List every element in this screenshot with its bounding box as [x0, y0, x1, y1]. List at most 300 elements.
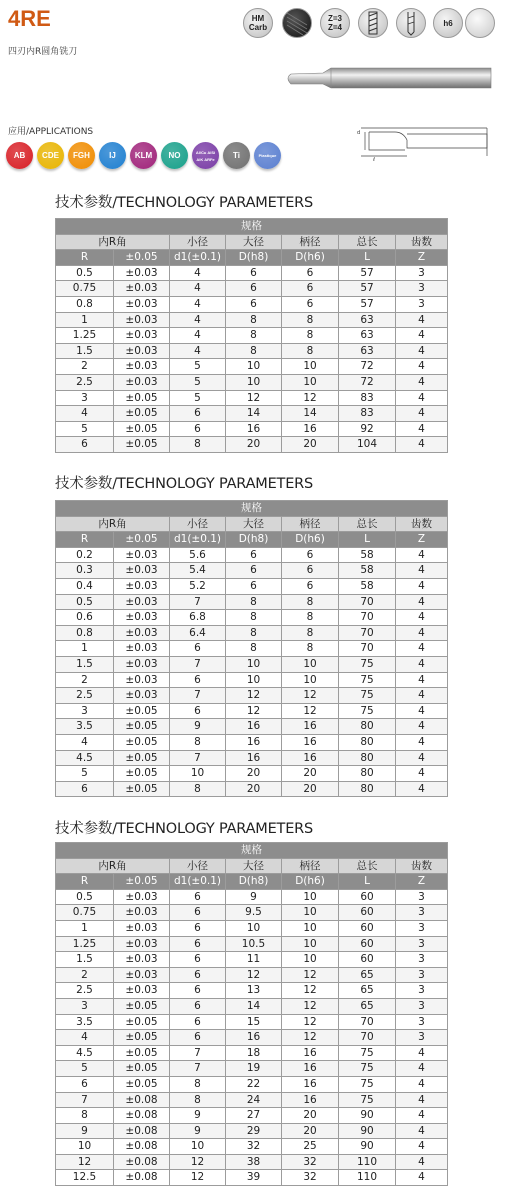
table-cell: ±0.03	[114, 563, 170, 579]
table-cell: 5	[56, 421, 114, 437]
table-cell: 8	[170, 1076, 226, 1092]
table-cell: 22	[226, 1076, 282, 1092]
table-cell: ±0.08	[114, 1108, 170, 1124]
table-cell: 12	[282, 967, 339, 983]
spec-label: 规格	[56, 219, 448, 235]
table-cell: ±0.03	[114, 672, 170, 688]
table-cell: 6	[226, 563, 282, 579]
column-header: 柄径	[282, 858, 339, 874]
table-cell: 3	[56, 390, 114, 406]
table-cell: 5	[56, 1061, 114, 1077]
column-header: 小径	[170, 234, 226, 250]
table-cell: 6	[282, 563, 339, 579]
table-cell: 8	[170, 781, 226, 797]
table-cell: ±0.05	[114, 1030, 170, 1046]
table-cell: 12	[226, 390, 282, 406]
table-cell: 1.5	[56, 656, 114, 672]
table-cell: 7	[170, 688, 226, 704]
table-cell: 25	[282, 1139, 339, 1155]
table-cell: 75	[339, 688, 396, 704]
table-cell: 5	[56, 766, 114, 782]
table-cell: ±0.03	[114, 625, 170, 641]
table-cell: 8	[282, 625, 339, 641]
table-cell: 7	[170, 1045, 226, 1061]
column-subheader: ±0.05	[114, 532, 170, 548]
table-cell: 4	[396, 766, 448, 782]
table-cell: 110	[339, 1154, 396, 1170]
table-cell: 4	[396, 1092, 448, 1108]
table-cell: 6	[170, 641, 226, 657]
table-cell: 20	[282, 781, 339, 797]
table-cell: 4	[170, 281, 226, 297]
table-row	[56, 998, 448, 1014]
table-cell: ±0.05	[114, 406, 170, 422]
table-cell: 9	[170, 719, 226, 735]
table-cell: ±0.05	[114, 998, 170, 1014]
table-cell: 90	[339, 1108, 396, 1124]
table-cell: 2	[56, 359, 114, 375]
table-row	[56, 406, 448, 422]
table-cell: 8	[226, 312, 282, 328]
table-cell: ±0.08	[114, 1170, 170, 1186]
table-cell: 20	[226, 781, 282, 797]
table-cell: 14	[282, 406, 339, 422]
table-cell: 1	[56, 920, 114, 936]
table-cell: 2	[56, 672, 114, 688]
table-cell: 6	[170, 983, 226, 999]
column-header: 内R角	[56, 516, 170, 532]
table-cell: 4	[170, 296, 226, 312]
table-cell: 20	[282, 1108, 339, 1124]
table-cell: 1.25	[56, 328, 114, 344]
table-cell: 0.5	[56, 889, 114, 905]
table-cell: 6	[226, 265, 282, 281]
table-cell: 39	[226, 1170, 282, 1186]
table-cell: 8	[226, 641, 282, 657]
table-cell: 6	[56, 781, 114, 797]
table-cell: ±0.03	[114, 296, 170, 312]
table-cell: 3	[396, 296, 448, 312]
table-cell: 4	[396, 625, 448, 641]
product-subtitle: 四刃内R圆角铣刀	[8, 47, 78, 57]
table-cell: 7	[170, 594, 226, 610]
table-row	[56, 672, 448, 688]
application-icon: Al/Cu AlSi AlK ARFe	[192, 142, 219, 169]
table-cell: 3	[56, 703, 114, 719]
parameters-table-1	[55, 218, 448, 453]
table-cell: 3	[396, 1030, 448, 1046]
table-cell: 10	[226, 374, 282, 390]
table-cell: 60	[339, 952, 396, 968]
application-icon: FGH	[68, 142, 95, 169]
table-row	[56, 359, 448, 375]
svg-text:d: d	[357, 130, 361, 136]
table-cell: 3	[396, 967, 448, 983]
table-cell: 6	[170, 905, 226, 921]
table-cell: 4	[396, 1076, 448, 1092]
table-cell: 4	[56, 734, 114, 750]
table-row	[56, 563, 448, 579]
table-cell: 63	[339, 312, 396, 328]
table-cell: 70	[339, 1014, 396, 1030]
table-cell: 4.5	[56, 750, 114, 766]
column-subheader: D(h6)	[282, 532, 339, 548]
table-cell: 4	[396, 563, 448, 579]
table-cell: ±0.08	[114, 1154, 170, 1170]
table-cell: 63	[339, 343, 396, 359]
table-cell: 2	[56, 967, 114, 983]
table-row	[56, 1170, 448, 1186]
table-row	[56, 905, 448, 921]
column-header: 小径	[170, 858, 226, 874]
spec-label: 规格	[56, 501, 448, 517]
table-cell: 9	[226, 889, 282, 905]
column-subheader: L	[339, 250, 396, 266]
table-row	[56, 641, 448, 657]
column-header: 总长	[339, 858, 396, 874]
table-cell: 4	[56, 1030, 114, 1046]
table-cell: 5	[170, 374, 226, 390]
column-header: 内R角	[56, 234, 170, 250]
table-row	[56, 1092, 448, 1108]
table-cell: 4	[396, 1108, 448, 1124]
table-cell: ±0.05	[114, 437, 170, 453]
table-cell: 2.5	[56, 983, 114, 999]
table-cell: 6	[56, 1076, 114, 1092]
table-cell: 6	[170, 920, 226, 936]
column-subheader: R	[56, 532, 114, 548]
table-cell: 0.75	[56, 905, 114, 921]
parameters-table-3	[55, 842, 448, 1186]
table-cell: 8	[282, 343, 339, 359]
table-cell: 1	[56, 312, 114, 328]
table-cell: 4	[396, 421, 448, 437]
column-header: 总长	[339, 516, 396, 532]
table-cell: 16	[226, 719, 282, 735]
table-cell: 6	[282, 265, 339, 281]
table-cell: 75	[339, 703, 396, 719]
column-header: 小径	[170, 516, 226, 532]
table-cell: 58	[339, 563, 396, 579]
table-cell: 0.5	[56, 594, 114, 610]
table-cell: 18	[226, 1045, 282, 1061]
table-cell: 0.5	[56, 265, 114, 281]
table-cell: 29	[226, 1123, 282, 1139]
table-row	[56, 1108, 448, 1124]
table-cell: 63	[339, 328, 396, 344]
section-title-1: 技术参数/TECHNOLOGY PARAMETERS	[55, 195, 314, 211]
table-row	[56, 1045, 448, 1061]
table-cell: 6	[282, 296, 339, 312]
table-cell: 16	[226, 750, 282, 766]
table-cell: 8	[282, 641, 339, 657]
table-cell: 12	[170, 1170, 226, 1186]
table-cell: 12	[226, 967, 282, 983]
table-cell: ±0.05	[114, 421, 170, 437]
table-cell: 92	[339, 421, 396, 437]
table-cell: 32	[282, 1154, 339, 1170]
table-cell: 3	[396, 952, 448, 968]
table-cell: 10	[282, 936, 339, 952]
table-cell: 4	[396, 703, 448, 719]
table-row	[56, 967, 448, 983]
table-cell: ±0.05	[114, 390, 170, 406]
table-cell: 24	[226, 1092, 282, 1108]
table-cell: ±0.03	[114, 578, 170, 594]
table-cell: 10	[282, 889, 339, 905]
coating-badge-icon	[282, 8, 312, 38]
table-cell: 10	[282, 905, 339, 921]
column-subheader: D(h6)	[282, 874, 339, 890]
table-cell: 4	[396, 1139, 448, 1155]
spec-label: 规格	[56, 843, 448, 859]
table-cell: ±0.03	[114, 547, 170, 563]
table-cell: 20	[282, 766, 339, 782]
end-mill-photo	[283, 62, 493, 94]
table-cell: 0.8	[56, 625, 114, 641]
table-cell: 80	[339, 766, 396, 782]
table-cell: 8	[226, 610, 282, 626]
table-cell: ±0.08	[114, 1139, 170, 1155]
table-cell: 4	[56, 406, 114, 422]
table-cell: 9	[56, 1123, 114, 1139]
table-cell: 12	[282, 1014, 339, 1030]
table-row	[56, 547, 448, 563]
table-cell: 12	[226, 703, 282, 719]
column-header: 大径	[226, 858, 282, 874]
table-cell: 0.8	[56, 296, 114, 312]
table-cell: 10	[226, 359, 282, 375]
column-subheader: R	[56, 874, 114, 890]
table-cell: 10	[56, 1139, 114, 1155]
table-row	[56, 374, 448, 390]
application-icon: CDE	[37, 142, 64, 169]
table-cell: 4	[396, 328, 448, 344]
table-cell: 6	[170, 1030, 226, 1046]
flute-count-badge-icon: Z=3 Z=4	[320, 8, 350, 38]
table-cell: 38	[226, 1154, 282, 1170]
table-cell: ±0.05	[114, 1076, 170, 1092]
table-cell: ±0.03	[114, 343, 170, 359]
table-cell: 80	[339, 719, 396, 735]
table-cell: 58	[339, 547, 396, 563]
table-cell: 65	[339, 983, 396, 999]
column-header: 柄径	[282, 234, 339, 250]
table-cell: 57	[339, 265, 396, 281]
table-row	[56, 1014, 448, 1030]
table-row	[56, 1139, 448, 1155]
table-cell: 16	[282, 1076, 339, 1092]
table-cell: 4	[396, 390, 448, 406]
table-cell: 0.6	[56, 610, 114, 626]
table-cell: 16	[282, 750, 339, 766]
table-cell: ±0.05	[114, 734, 170, 750]
table-cell: ±0.05	[114, 781, 170, 797]
table-cell: 14	[226, 406, 282, 422]
table-cell: 20	[226, 766, 282, 782]
table-cell: 57	[339, 281, 396, 297]
table-cell: 1	[56, 641, 114, 657]
table-cell: ±0.03	[114, 359, 170, 375]
table-cell: 15	[226, 1014, 282, 1030]
column-subheader: D(h8)	[226, 250, 282, 266]
table-cell: 11	[226, 952, 282, 968]
table-cell: 60	[339, 889, 396, 905]
table-cell: ±0.05	[114, 1014, 170, 1030]
table-cell: 90	[339, 1139, 396, 1155]
table-cell: 4	[396, 781, 448, 797]
table-cell: 10.5	[226, 936, 282, 952]
table-cell: 4	[396, 547, 448, 563]
table-cell: 6	[226, 547, 282, 563]
table-cell: 10	[282, 374, 339, 390]
table-row	[56, 625, 448, 641]
table-cell: 60	[339, 920, 396, 936]
table-cell: 4	[170, 265, 226, 281]
table-cell: 70	[339, 625, 396, 641]
parameters-table-2	[55, 500, 448, 797]
table-cell: 32	[226, 1139, 282, 1155]
column-subheader: d1(±0.1)	[170, 250, 226, 266]
table-cell: 4	[396, 656, 448, 672]
table-row	[56, 343, 448, 359]
table-cell: 4	[396, 578, 448, 594]
application-icon: Ti	[223, 142, 250, 169]
column-subheader: D(h6)	[282, 250, 339, 266]
dimension-drawing	[355, 120, 495, 162]
table-row	[56, 703, 448, 719]
table-row	[56, 296, 448, 312]
table-cell: 1.5	[56, 343, 114, 359]
table-cell: 75	[339, 1092, 396, 1108]
table-cell: 8	[282, 594, 339, 610]
table-cell: 7	[56, 1092, 114, 1108]
table-cell: 6	[226, 578, 282, 594]
table-cell: 4	[396, 610, 448, 626]
table-cell: 8	[282, 312, 339, 328]
table-cell: 10	[226, 920, 282, 936]
column-subheader: D(h8)	[226, 532, 282, 548]
table-cell: 4	[396, 406, 448, 422]
table-cell: ±0.05	[114, 703, 170, 719]
carbide-badge-icon: HM Carb	[243, 8, 273, 38]
application-icon: KLM	[130, 142, 157, 169]
table-row	[56, 781, 448, 797]
table-cell: ±0.03	[114, 328, 170, 344]
table-cell: ±0.03	[114, 594, 170, 610]
table-row	[56, 265, 448, 281]
table-cell: 2.5	[56, 374, 114, 390]
table-cell: 6	[170, 952, 226, 968]
table-cell: 4	[170, 312, 226, 328]
table-cell: 10	[170, 1139, 226, 1155]
table-cell: 104	[339, 437, 396, 453]
table-cell: 12	[226, 688, 282, 704]
table-cell: 3	[396, 1014, 448, 1030]
table-cell: 16	[282, 421, 339, 437]
center-cut-badge-icon	[396, 8, 426, 38]
table-cell: 14	[226, 998, 282, 1014]
table-cell: 8	[170, 437, 226, 453]
table-cell: 4	[170, 328, 226, 344]
table-cell: 5.4	[170, 563, 226, 579]
table-cell: ±0.05	[114, 719, 170, 735]
column-header: 大径	[226, 234, 282, 250]
table-cell: 3	[396, 905, 448, 921]
table-row	[56, 610, 448, 626]
table-row	[56, 750, 448, 766]
table-cell: 6	[170, 421, 226, 437]
application-icon: NO	[161, 142, 188, 169]
table-cell: ±0.03	[114, 920, 170, 936]
table-cell: 16	[282, 1092, 339, 1108]
table-cell: 3	[396, 889, 448, 905]
table-cell: 3	[396, 983, 448, 999]
column-subheader: Z	[396, 250, 448, 266]
table-cell: 12	[170, 1154, 226, 1170]
table-cell: ±0.05	[114, 750, 170, 766]
table-cell: 16	[282, 1045, 339, 1061]
table-cell: 70	[339, 594, 396, 610]
table-cell: 4	[396, 594, 448, 610]
table-row	[56, 1061, 448, 1077]
table-cell: 3	[396, 265, 448, 281]
table-cell: 13	[226, 983, 282, 999]
table-cell: 8	[226, 328, 282, 344]
product-model: 4RE	[8, 6, 51, 31]
table-cell: 65	[339, 998, 396, 1014]
table-row	[56, 889, 448, 905]
table-cell: 75	[339, 672, 396, 688]
column-header: 内R角	[56, 858, 170, 874]
application-icon: Plastique	[254, 142, 281, 169]
table-row	[56, 1154, 448, 1170]
table-cell: 16	[282, 1061, 339, 1077]
table-cell: 3.5	[56, 719, 114, 735]
table-cell: 4	[396, 1061, 448, 1077]
svg-text:ℓ: ℓ	[373, 157, 376, 162]
table-row	[56, 920, 448, 936]
application-material-icons	[6, 142, 296, 172]
table-row	[56, 1123, 448, 1139]
table-cell: 6	[170, 889, 226, 905]
table-cell: 60	[339, 905, 396, 921]
table-cell: 8	[170, 734, 226, 750]
table-cell: ±0.03	[114, 936, 170, 952]
table-cell: 19	[226, 1061, 282, 1077]
table-cell: 2.5	[56, 688, 114, 704]
table-cell: 32	[282, 1170, 339, 1186]
table-cell: ±0.05	[114, 766, 170, 782]
table-cell: ±0.03	[114, 905, 170, 921]
table-cell: 10	[226, 672, 282, 688]
table-row	[56, 594, 448, 610]
table-cell: 5.6	[170, 547, 226, 563]
table-cell: 75	[339, 1045, 396, 1061]
table-cell: 3	[56, 998, 114, 1014]
table-cell: 83	[339, 390, 396, 406]
table-cell: 3	[396, 281, 448, 297]
table-cell: 27	[226, 1108, 282, 1124]
column-subheader: L	[339, 874, 396, 890]
table-cell: 110	[339, 1170, 396, 1186]
table-cell: 16	[226, 734, 282, 750]
table-cell: 4	[396, 359, 448, 375]
table-cell: 10	[282, 359, 339, 375]
table-cell: 7	[170, 1061, 226, 1077]
table-cell: 20	[282, 437, 339, 453]
table-cell: 20	[282, 1123, 339, 1139]
